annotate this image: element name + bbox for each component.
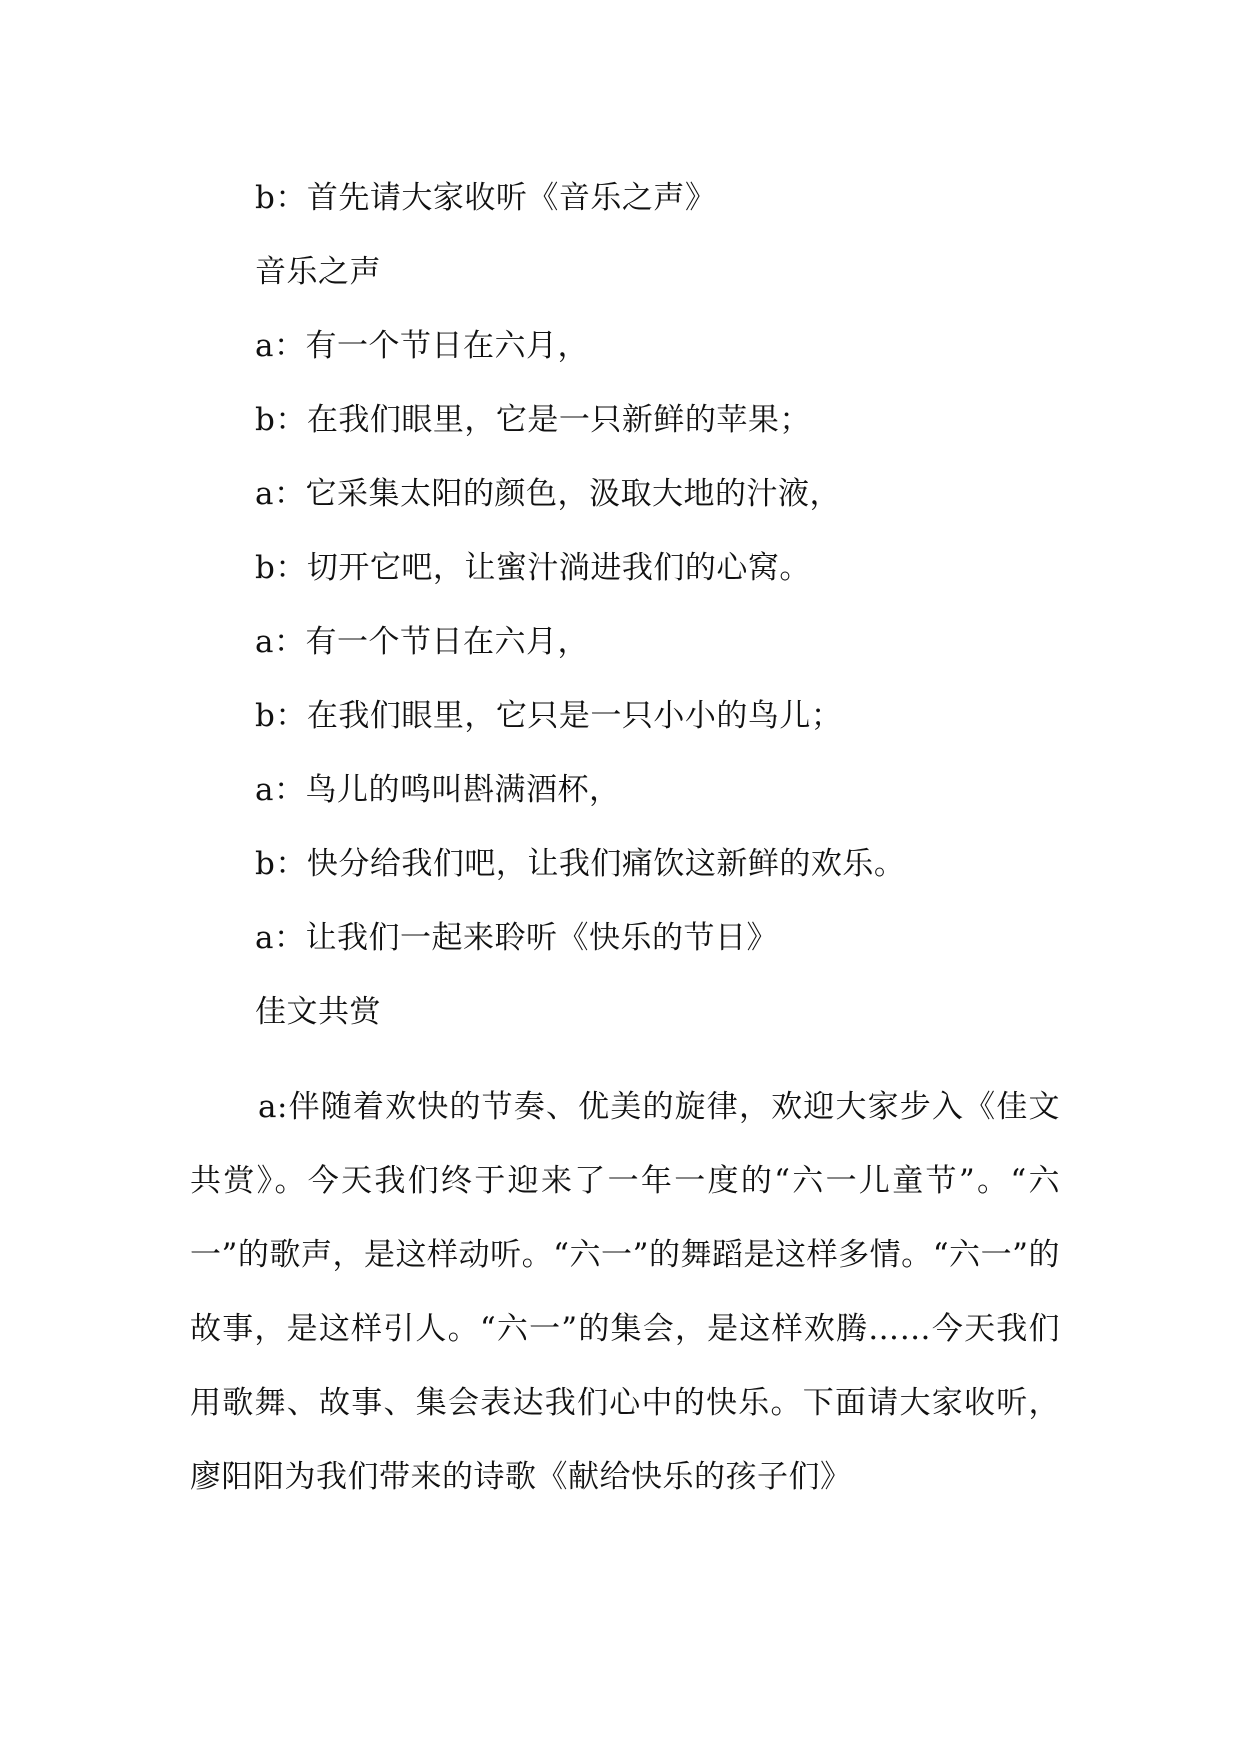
paragraph-text: a:伴随着欢快的节奏、优美的旋律，欢迎大家步入《佳文共赏》。今天我们终于迎来了一年一度的“六一儿童节”。“六一”的歌声，是这样动听。“六一”的舞蹈是这样多情。“六一”的故事，是这样引人。“六一”的集会，是这样欢腾……今天我们用歌舞、故事、集会表达我们心中的快乐。下面请大家收听，廖阳阳为我们带来的诗歌《献给快乐的孩子们》 [190, 1089, 1060, 1495]
script-line: a：鸟儿的鸣叫斟满酒杯， [255, 772, 621, 808]
script-line: a：它采集太阳的颜色，汲取大地的汁液， [255, 476, 841, 512]
script-line: b：切开它吧，让蜜汁淌进我们的心窝。 [255, 550, 811, 586]
script-line: b：首先请大家收听《音乐之声》 [255, 180, 717, 216]
section-title: 佳文共赏 [255, 994, 381, 1030]
section-title: 音乐之声 [255, 254, 381, 290]
script-line: a：有一个节日在六月， [255, 624, 589, 660]
script-line: b：在我们眼里，它只是一只小小的鸟儿； [255, 698, 843, 734]
body-paragraph [190, 1070, 1060, 1514]
script-line: a：有一个节日在六月， [255, 328, 589, 364]
script-line: b：在我们眼里，它是一只新鲜的苹果； [255, 402, 811, 438]
script-line: a：让我们一起来聆听《快乐的节日》 [255, 920, 778, 956]
script-line: b：快分给我们吧，让我们痛饮这新鲜的欢乐。 [255, 846, 906, 882]
